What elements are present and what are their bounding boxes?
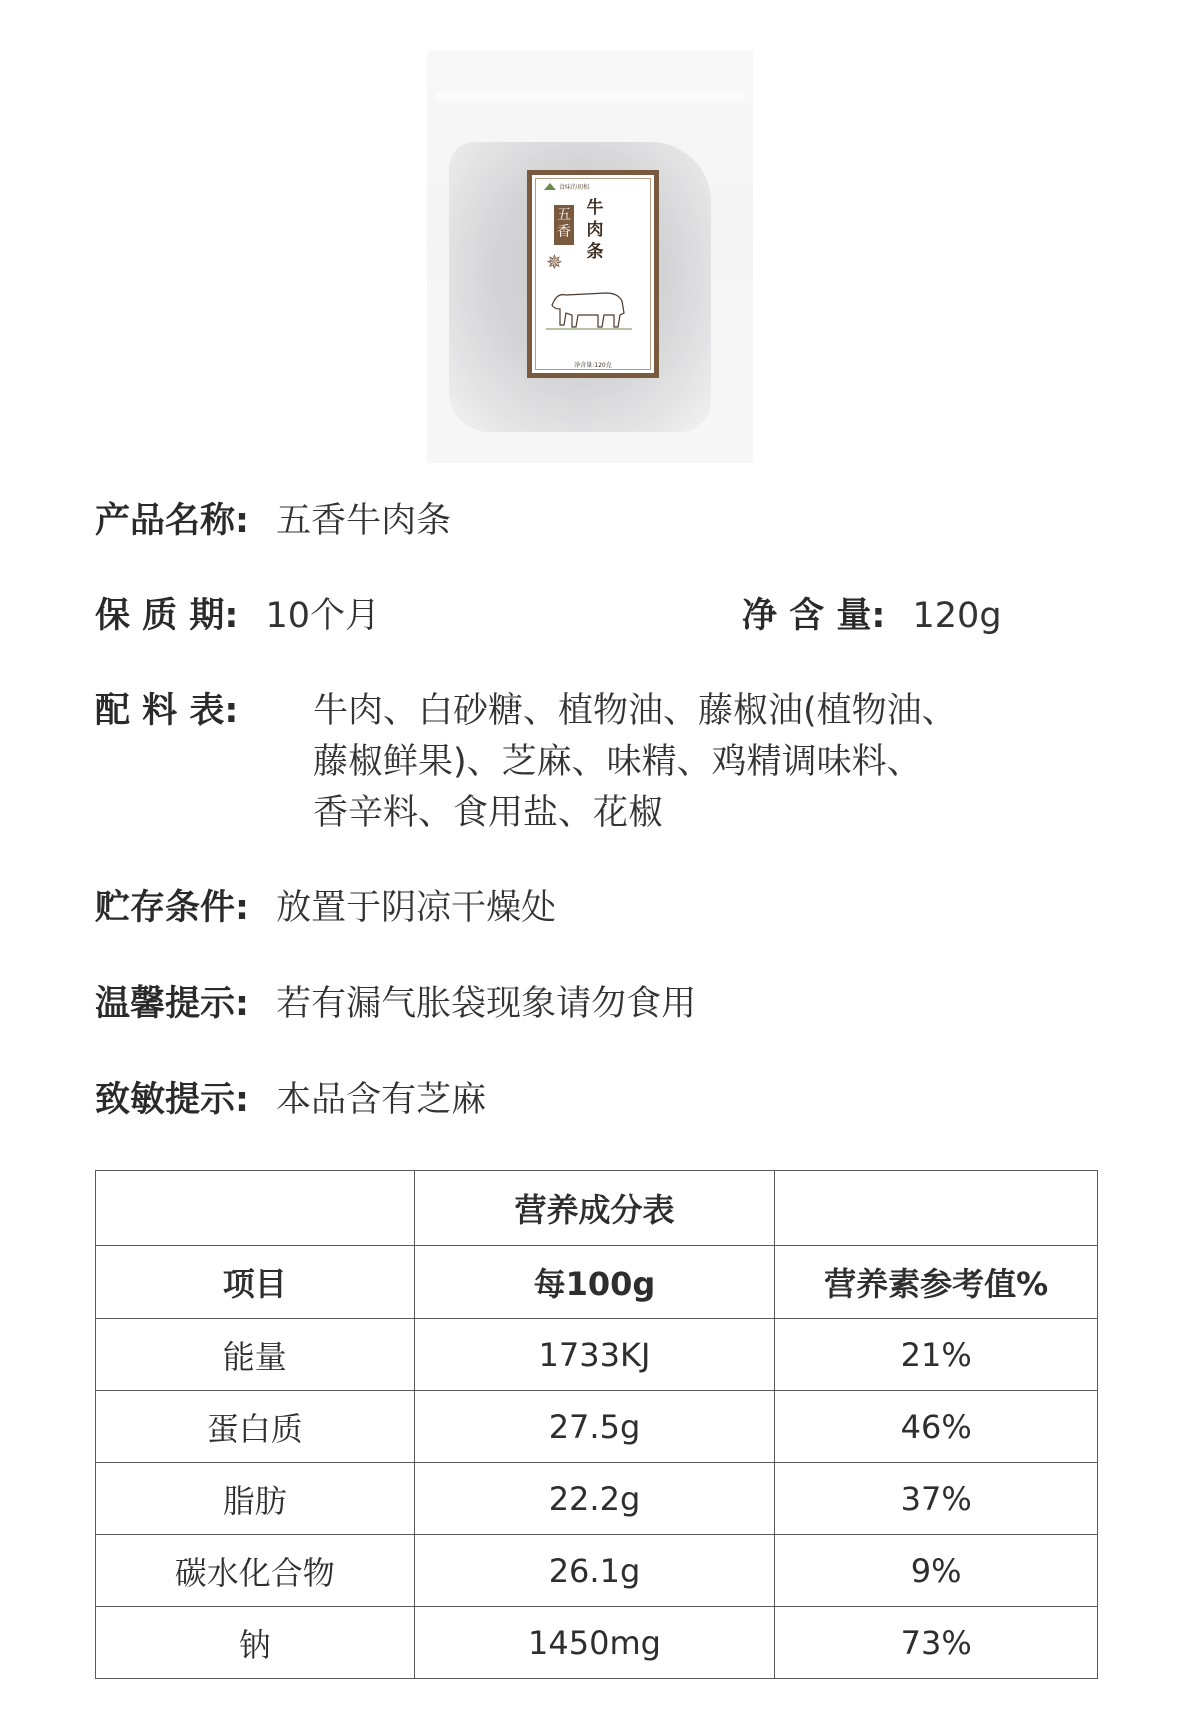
- mountain-icon: [544, 183, 556, 190]
- label-net-weight: 净含量:120克: [574, 362, 612, 369]
- allergen-row: [95, 1075, 486, 1125]
- net-weight-value: 120g: [912, 596, 1002, 636]
- shelf-life-row: [95, 591, 380, 641]
- shelf-life-label: 保 质 期:: [95, 596, 239, 636]
- shelf-life-value: 10个月: [265, 596, 381, 636]
- header-nrv: 营养素参考值%: [775, 1246, 1098, 1319]
- storage-value: 放置于阴凉干燥处: [276, 888, 557, 928]
- product-name-label: 产品名称:: [95, 501, 249, 541]
- brand-logo: 食味的初相: [544, 182, 589, 191]
- table-row: 脂肪 22.2g 37%: [96, 1463, 1098, 1535]
- ingredients-label: 配 料 表:: [95, 691, 239, 731]
- nutrition-table: [95, 1170, 1098, 1679]
- header-item: 项目: [96, 1246, 415, 1319]
- cow-illustration: [544, 279, 634, 335]
- label-title: 牛 肉 条: [586, 198, 604, 262]
- storage-label: 贮存条件:: [95, 888, 249, 928]
- warning-row: [95, 979, 696, 1029]
- net-weight-row: [742, 591, 1002, 641]
- table-row: 蛋白质 27.5g 46%: [96, 1391, 1098, 1463]
- table-row: 碳水化合物 26.1g 9%: [96, 1535, 1098, 1607]
- star-anise-icon: ✵: [546, 250, 563, 274]
- product-name-value: 五香牛肉条: [276, 501, 452, 541]
- product-label: [527, 170, 659, 378]
- warning-label: 温馨提示:: [95, 984, 249, 1024]
- nutrition-header-row: [96, 1246, 1098, 1319]
- header-per-100g: 每100g: [414, 1246, 775, 1319]
- nutrition-title-row: [96, 1171, 1098, 1246]
- table-row: 钠 1450mg 73%: [96, 1607, 1098, 1679]
- ingredients-label-row: [95, 686, 238, 736]
- table-row: 能量 1733KJ 21%: [96, 1319, 1098, 1391]
- allergen-label: 致敏提示:: [95, 1080, 249, 1120]
- nutrition-table-title: 营养成分表: [414, 1171, 775, 1246]
- ingredients-value: 牛肉、白砂糖、植物油、藤椒油(植物油、 藤椒鲜果)、芝麻、味精、鸡精调味料、 香辛料、食用盐、花椒: [313, 691, 957, 833]
- product-name-row: [95, 496, 451, 546]
- net-weight-label: 净 含 量:: [742, 596, 886, 636]
- allergen-value: 本品含有芝麻: [276, 1080, 487, 1120]
- storage-row: [95, 883, 556, 933]
- warning-value: 若有漏气胀袋现象请勿食用: [276, 984, 697, 1024]
- label-badge: 五香: [554, 205, 574, 245]
- product-image: [427, 50, 753, 463]
